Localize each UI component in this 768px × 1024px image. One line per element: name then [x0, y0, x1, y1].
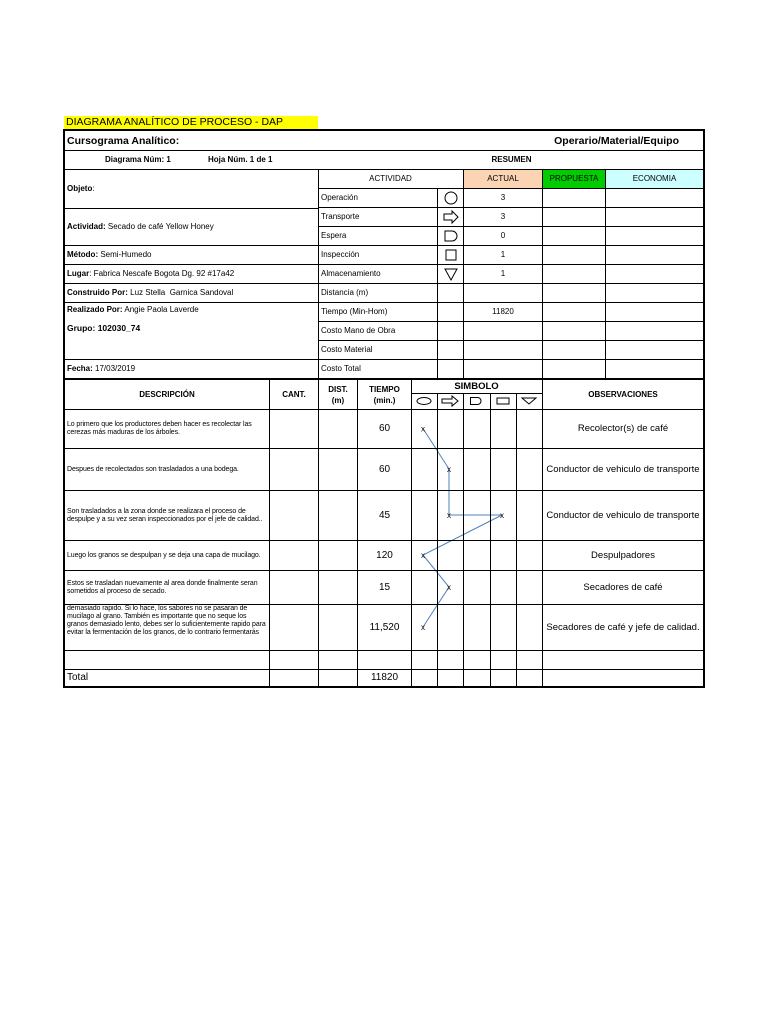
header-circle-icon: [417, 398, 431, 405]
summary-actual-costo: [464, 322, 542, 340]
circle-icon: [445, 192, 457, 204]
summary-actual-costo: [464, 360, 542, 378]
col-tiempo-label: TIEMPO: [369, 384, 400, 394]
table-row-tiempo: 15: [378, 581, 391, 593]
table-row-description: Estos se trasladan nuevamente al area donde finalmente seran sometidos al proceso de secado.: [67, 579, 258, 595]
col-descripcion: DESCRIPCIÓN: [139, 389, 195, 399]
actividad-field-label: Actividad:: [67, 221, 106, 231]
table-row-description: demasiado rapido. Si lo hace, los sabores no se pasaran de mucilago al grano. También es importante que no seque los granos demasiado lento, debes ser lo suficientemente rapido para evitar la fermentación de los granos, de lo contrario fermentarás: [67, 605, 266, 636]
construido-field-value: Luz Stella Garnica Sandoval: [127, 287, 234, 297]
construido-field-label: Construido Por:: [67, 287, 128, 297]
resumen-label: RESUMEN: [491, 155, 532, 164]
actividad-field: [65, 208, 318, 245]
economia-col-border: [605, 170, 606, 379]
table-row-observaciones: Conductor de vehiculo de transporte: [546, 509, 700, 521]
d-shape-icon: [445, 231, 457, 241]
simbolo-subdivider: [411, 393, 542, 394]
table-row-observaciones: Recolector(s) de café: [577, 423, 669, 434]
summary-label-espera: Espera: [321, 231, 347, 240]
document-title-banner: DIAGRAMA ANALÍTICO DE PROCESO - DAP: [64, 116, 318, 129]
table-row-border: [65, 650, 703, 651]
table-row-observaciones: Secadores de café y jefe de calidad.: [546, 621, 700, 633]
symbol-mark: x: [447, 583, 451, 592]
actual-header: ACTUAL: [464, 170, 542, 188]
col-cant: CANT.: [282, 389, 306, 399]
table-row-description: Son trasladados a la zona donde se realizara el proceso de despulpe y a su vez seran inspeccionados por el jefe de calidad..: [67, 507, 263, 523]
header-triangle-icon: [522, 398, 536, 404]
symbol-mark: x: [421, 623, 425, 632]
summary-label-tiempo: Tiempo (Min-Hom): [321, 307, 388, 316]
grupo-field: Grupo: 102030_74: [67, 323, 141, 333]
total-label: Total: [67, 672, 89, 683]
summary-actual-inspección: 1: [500, 250, 506, 259]
symbol-mark: x: [421, 551, 425, 560]
triangle-icon: [445, 269, 457, 280]
fecha-field-value: 17/03/2019: [92, 363, 136, 373]
col-tiempo: [358, 380, 411, 409]
objeto-field: [65, 170, 318, 208]
symbol-mark: x: [447, 465, 451, 474]
header-divider: [65, 150, 703, 151]
dap-sheet: [63, 129, 705, 688]
lugar-field-label: Lugar: [67, 268, 90, 278]
summary-actual-transporte: 3: [500, 212, 506, 221]
summary-actual-tiempo: 11820: [492, 307, 514, 316]
table-row-tiempo: 60: [378, 463, 391, 475]
lugar-field-value: : Fabrica Nescafe Bogota Dg. 92 #17a42: [89, 268, 235, 278]
lugar-field: [65, 264, 318, 283]
col-dist: [319, 380, 357, 409]
metodo-field-label: Método:: [67, 249, 99, 259]
summary-label-inspección: Inspección: [321, 250, 360, 259]
table-col-border: [269, 379, 270, 686]
table-row-observaciones: Secadores de café: [583, 581, 663, 593]
realizado-field-label: Realizado Por:: [67, 305, 123, 314]
diagrama-num: Diagrama Núm: 1: [105, 155, 171, 164]
realizado-field-value: Angie Paola Laverde: [122, 305, 199, 314]
propuesta-header: PROPUESTA: [543, 170, 605, 188]
table-row-description: Lo primero que los productores deben hacer es recolectar las cerezas más maduras de los árboles.: [67, 421, 252, 436]
table-row-description: Luego los granos se despulpan y se deja una capa de mucilago.: [67, 551, 261, 559]
economia-header: ECONOMIA: [606, 170, 703, 188]
col-dist-label: DIST.: [328, 384, 348, 394]
summary-label-costo: Costo Total: [321, 364, 361, 373]
propuesta-col-border: [542, 170, 543, 379]
symbol-mark: x: [500, 511, 504, 520]
total-tiempo: 11820: [370, 672, 399, 683]
summary-label-almacenamiento: Almacenamiento: [321, 269, 381, 278]
metodo-field-value: Semi-Humedo: [98, 249, 152, 259]
table-row-observaciones: Conductor de vehiculo de transporte: [546, 463, 700, 475]
objeto-field-label: Objeto: [67, 184, 93, 193]
fecha-field: [65, 359, 318, 378]
symbol-col-border-a: [437, 188, 438, 283]
table-col-border: [411, 379, 412, 686]
arrow-icon: [444, 211, 458, 223]
col-tiempo-unit: (min.): [373, 395, 396, 405]
hoja-num: Hoja Núm. 1 de 1: [208, 155, 273, 164]
symbol-col-border-b: [437, 283, 438, 379]
col-simbolo: SIMBOLO: [454, 380, 499, 392]
col-dist-unit: (m): [331, 395, 345, 405]
table-row-tiempo: 45: [378, 509, 391, 521]
table-row-description: Despues de recolectados son trasladados a una bodega.: [67, 465, 239, 473]
square-icon: [446, 250, 456, 260]
header-square-icon: [497, 398, 509, 404]
summary-label-costo: Costo Mano de Obra: [321, 326, 396, 335]
summary-label-distancia: Distancia (m): [321, 288, 369, 297]
fecha-field-label: Fecha:: [67, 363, 93, 373]
table-row-observaciones: Despulpadores: [591, 549, 655, 561]
table-col-border: [318, 379, 319, 686]
operario-label: Operario/Material/Equipo: [554, 135, 679, 147]
summary-actual-distancia: [464, 284, 542, 302]
summary-actual-almacenamiento: 1: [500, 269, 506, 278]
objeto-field-value: :: [92, 184, 95, 193]
col-observaciones: OBSERVACIONES: [588, 389, 658, 399]
realizado-field: [65, 302, 318, 318]
table-row-tiempo: 60: [378, 423, 391, 434]
header-arrow-icon: [442, 396, 458, 406]
summary-actual-espera: 0: [500, 231, 506, 240]
table-row-tiempo: 120: [376, 549, 393, 561]
summary-label-costo: Costo Material: [321, 345, 373, 354]
actividad-header: ACTIVIDAD: [369, 174, 412, 183]
table-row-tiempo: 11,520: [369, 621, 400, 633]
summary-actual-costo: [464, 341, 542, 359]
metodo-field: [65, 245, 318, 264]
summary-actual-operación: 3: [500, 193, 506, 202]
summary-label-transporte: Transporte: [321, 212, 360, 221]
symbol-mark: x: [421, 424, 425, 434]
symbol-mark: x: [447, 511, 451, 520]
header-d-shape-icon: [471, 398, 482, 405]
cursograma-title: Cursograma Analítico:: [67, 135, 180, 147]
construido-field: [65, 283, 318, 302]
summary-label-operación: Operación: [321, 193, 358, 202]
actividad-field-value: Secado de café Yellow Honey: [105, 221, 214, 231]
